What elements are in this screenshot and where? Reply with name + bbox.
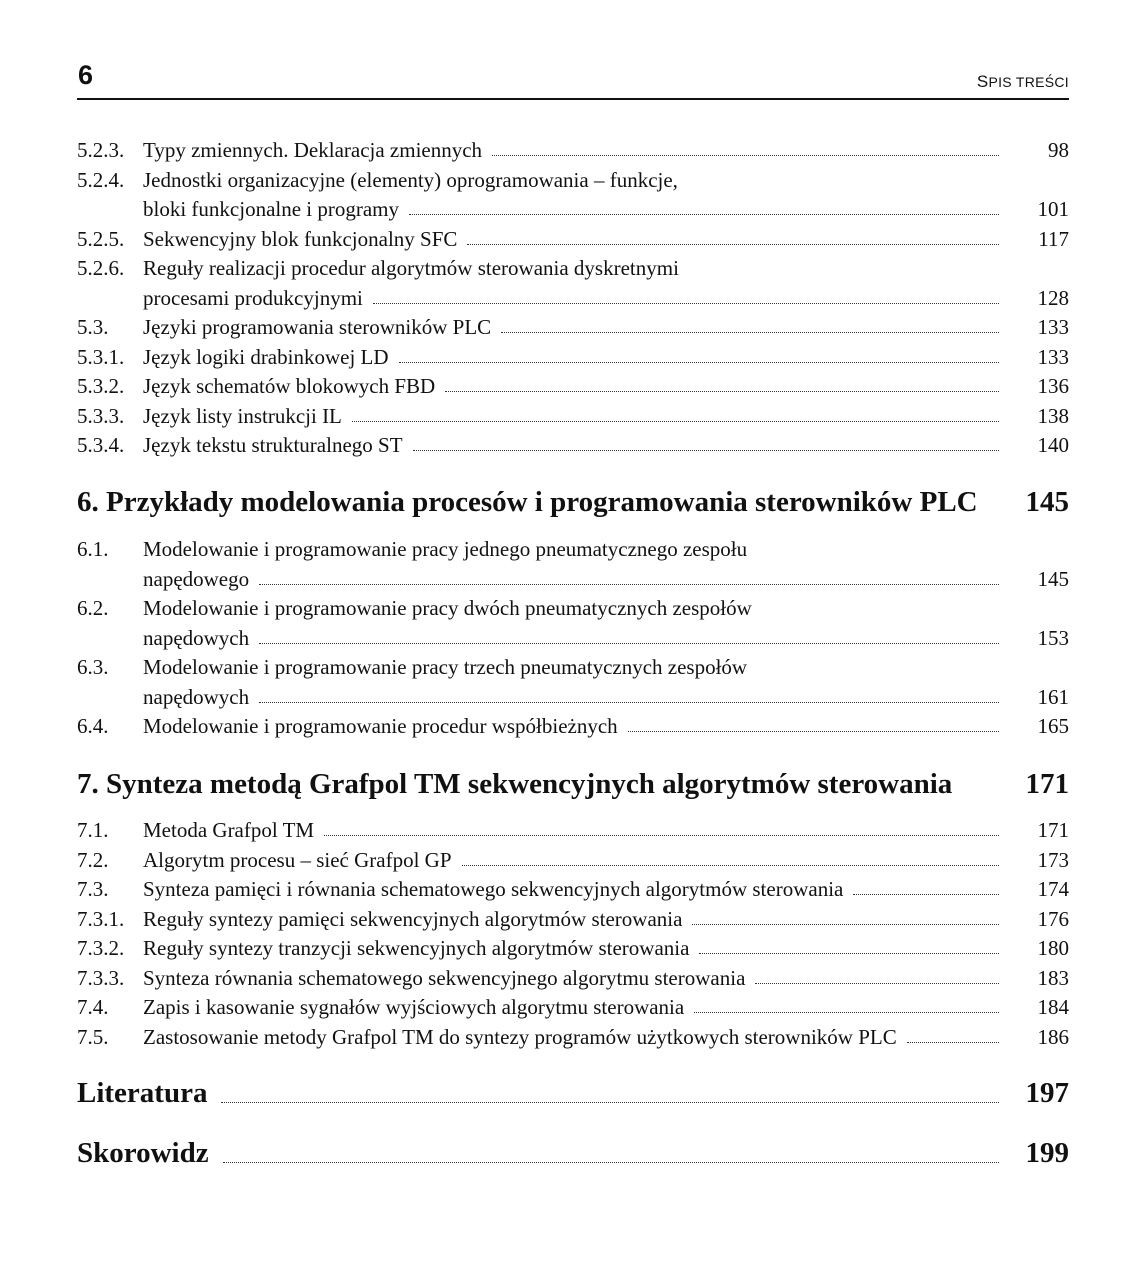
toc-entry-title: Reguły syntezy tranzycji sekwencyjnych algorytmów sterowania	[143, 936, 690, 960]
back-matter-page: 197	[1025, 1077, 1069, 1109]
toc-entry-line	[77, 653, 1069, 681]
toc-entry-line	[77, 846, 1069, 874]
toc-entry-page: 98	[1048, 138, 1069, 162]
toc-entry-title: Reguły syntezy pamięci sekwencyjnych algorytmów sterowania	[143, 906, 683, 931]
toc-entry-number: 5.3.4.	[77, 433, 125, 457]
toc-entry-title: napędowych	[143, 684, 250, 709]
toc-entry-page: 165	[1037, 714, 1069, 738]
back-matter-entry	[77, 1135, 1069, 1171]
leader-dots	[223, 1162, 999, 1163]
back-matter-title: Skorowidz	[77, 1137, 209, 1169]
toc-entry-number: 7.3.	[77, 877, 109, 901]
toc-entry-line	[77, 594, 1069, 622]
toc-entry-title: Język schematów blokowych FBD	[143, 374, 436, 398]
toc-entry-page: 133	[1037, 315, 1069, 339]
toc-entry-title: Jednostki organizacyjne (elementy) oprogramowania – funkcje,	[143, 167, 678, 192]
toc-entry-title: Algorytm procesu – sieć Grafpol GP	[143, 847, 452, 872]
toc-entry-line	[77, 875, 1069, 903]
toc-entry-title: Metoda Grafpol TM	[143, 818, 315, 842]
toc-entry-page: 161	[1037, 684, 1069, 709]
toc-entry-title: napędowego	[143, 566, 250, 591]
chapter-7-page: 171	[1025, 768, 1069, 800]
toc-entry-line	[77, 1023, 1069, 1051]
toc-entry-title: Języki programowania sterowników PLC	[143, 315, 492, 339]
toc-entry-line	[77, 225, 1069, 253]
toc-entry-page: 140	[1037, 433, 1069, 457]
toc-entry-page: 101	[1037, 197, 1069, 221]
toc-entry-title: Typy zmiennych. Deklaracja zmiennych	[143, 138, 483, 162]
toc-entry-title: Reguły realizacji procedur algorytmów sterowania dyskretnymi	[143, 256, 679, 280]
toc-entry-number: 7.1.	[77, 818, 109, 842]
toc-entry-title: Modelowanie i programowanie pracy trzech pneumatycznych zespołów	[143, 655, 748, 679]
toc-entry-page: 174	[1037, 877, 1069, 901]
toc-entry-page: 133	[1037, 344, 1069, 369]
toc-entry-title: napędowych	[143, 625, 250, 650]
toc-entry-page: 176	[1037, 906, 1069, 931]
running-head	[77, 58, 1069, 100]
toc-entry-title: Modelowanie i programowanie pracy jednego pneumatycznego zespołu	[143, 537, 748, 561]
toc-entry-number: 5.3.2.	[77, 374, 125, 398]
back-matter-entry	[77, 1075, 1069, 1111]
toc-entry-line	[77, 712, 1069, 740]
toc-entry-line	[77, 402, 1069, 430]
toc-entry-line	[77, 136, 1069, 164]
toc-entry-line	[77, 284, 1069, 312]
toc-entry-page: 180	[1037, 936, 1069, 960]
toc-entry-number: 6.1.	[77, 537, 109, 561]
toc-entry-number: 7.2.	[77, 847, 109, 872]
toc-entry-number: 7.5.	[77, 1024, 109, 1049]
toc-entry-number: 5.2.5.	[77, 226, 125, 251]
toc-entry-line	[77, 372, 1069, 400]
toc-entry-line	[77, 195, 1069, 223]
toc-entry-line	[77, 816, 1069, 844]
toc-entry-title: Zastosowanie metody Grafpol TM do syntezy programów użytkowych sterowników PLC	[143, 1024, 897, 1049]
toc-entry-number: 5.2.3.	[77, 138, 125, 162]
toc-entry-page: 186	[1037, 1024, 1069, 1049]
toc-entry-number: 6.3.	[77, 655, 109, 679]
toc-entry-title: Język tekstu strukturalnego ST	[143, 433, 403, 457]
toc-entry-number: 7.3.2.	[77, 936, 125, 960]
back-matter-title: Literatura	[77, 1077, 208, 1109]
toc-entry-line	[77, 565, 1069, 593]
toc-entry-line	[77, 683, 1069, 711]
toc-entry-line	[77, 934, 1069, 962]
toc-entry-number: 6.4.	[77, 714, 109, 738]
toc-entry-title: bloki funkcjonalne i programy	[143, 197, 400, 221]
toc-entry-page: 128	[1037, 285, 1069, 310]
toc-entry-page: 173	[1037, 847, 1069, 872]
toc-entry-number: 7.3.1.	[77, 906, 125, 931]
running-title	[977, 72, 1069, 92]
toc-entry-title: Język logiki drabinkowej LD	[143, 344, 389, 369]
toc-entry-title: Sekwencyjny blok funkcjonalny SFC	[143, 226, 458, 251]
toc-entry-line	[77, 624, 1069, 652]
toc-entry-page: 138	[1037, 403, 1069, 428]
toc-entry-number: 5.2.6.	[77, 256, 125, 280]
toc-entry-page: 136	[1037, 374, 1069, 398]
toc-entry-number: 5.3.1.	[77, 344, 125, 369]
chapter-6-heading	[77, 484, 1069, 520]
toc-entry-title: procesami produkcyjnymi	[143, 285, 363, 310]
toc-entry-page: 171	[1037, 818, 1069, 842]
chapter-6-title: 6. Przykłady modelowania procesów i programowania sterowników PLC	[77, 486, 978, 518]
toc-entry-title: Synteza pamięci i równania schematowego sekwencyjnych algorytmów sterowania	[143, 877, 844, 901]
toc-entry-line	[77, 993, 1069, 1021]
toc-entry-line	[77, 905, 1069, 933]
running-title-rest: PIS TREŚCI	[988, 74, 1069, 90]
toc-entry-line	[77, 313, 1069, 341]
toc-entry-number: 5.2.4.	[77, 167, 125, 192]
toc-entry-title: Modelowanie i programowanie pracy dwóch pneumatycznych zespołów	[143, 596, 752, 620]
toc-entry-page: 145	[1037, 566, 1069, 591]
chapter-6-page: 145	[1025, 486, 1069, 518]
toc-entry-number: 6.2.	[77, 596, 109, 620]
toc-entry-line	[77, 254, 1069, 282]
toc-entry-title: Język listy instrukcji IL	[143, 403, 342, 428]
toc-entry-number: 5.3.	[77, 315, 109, 339]
toc-entry-line	[77, 535, 1069, 563]
toc-entry-title: Zapis i kasowanie sygnałów wyjściowych algorytmu sterowania	[143, 995, 685, 1019]
chapter-7-title: 7. Synteza metodą Grafpol TM sekwencyjnych algorytmów sterowania	[77, 768, 953, 800]
toc-entry-line	[77, 964, 1069, 992]
toc-entry-page: 117	[1038, 226, 1069, 251]
chapter-7-heading	[77, 766, 1069, 802]
toc-entry-page: 184	[1037, 995, 1069, 1019]
page-number: 6	[78, 60, 94, 90]
back-matter-page: 199	[1025, 1137, 1069, 1169]
toc-entry-title: Synteza równania schematowego sekwencyjnego algorytmu sterowania	[143, 965, 746, 990]
toc-entry-page: 153	[1037, 625, 1069, 650]
toc-entry-number: 5.3.3.	[77, 403, 125, 428]
leader-dots	[221, 1102, 999, 1103]
toc-entry-line	[77, 166, 1069, 194]
toc-entry-title: Modelowanie i programowanie procedur współbieżnych	[143, 714, 618, 738]
toc-entry-line	[77, 343, 1069, 371]
toc-entry-number: 7.4.	[77, 995, 109, 1019]
toc-entry-number: 7.3.3.	[77, 965, 125, 990]
toc-entry-line	[77, 431, 1069, 459]
running-title-initial: S	[976, 72, 989, 91]
toc-entry-page: 183	[1037, 965, 1069, 990]
